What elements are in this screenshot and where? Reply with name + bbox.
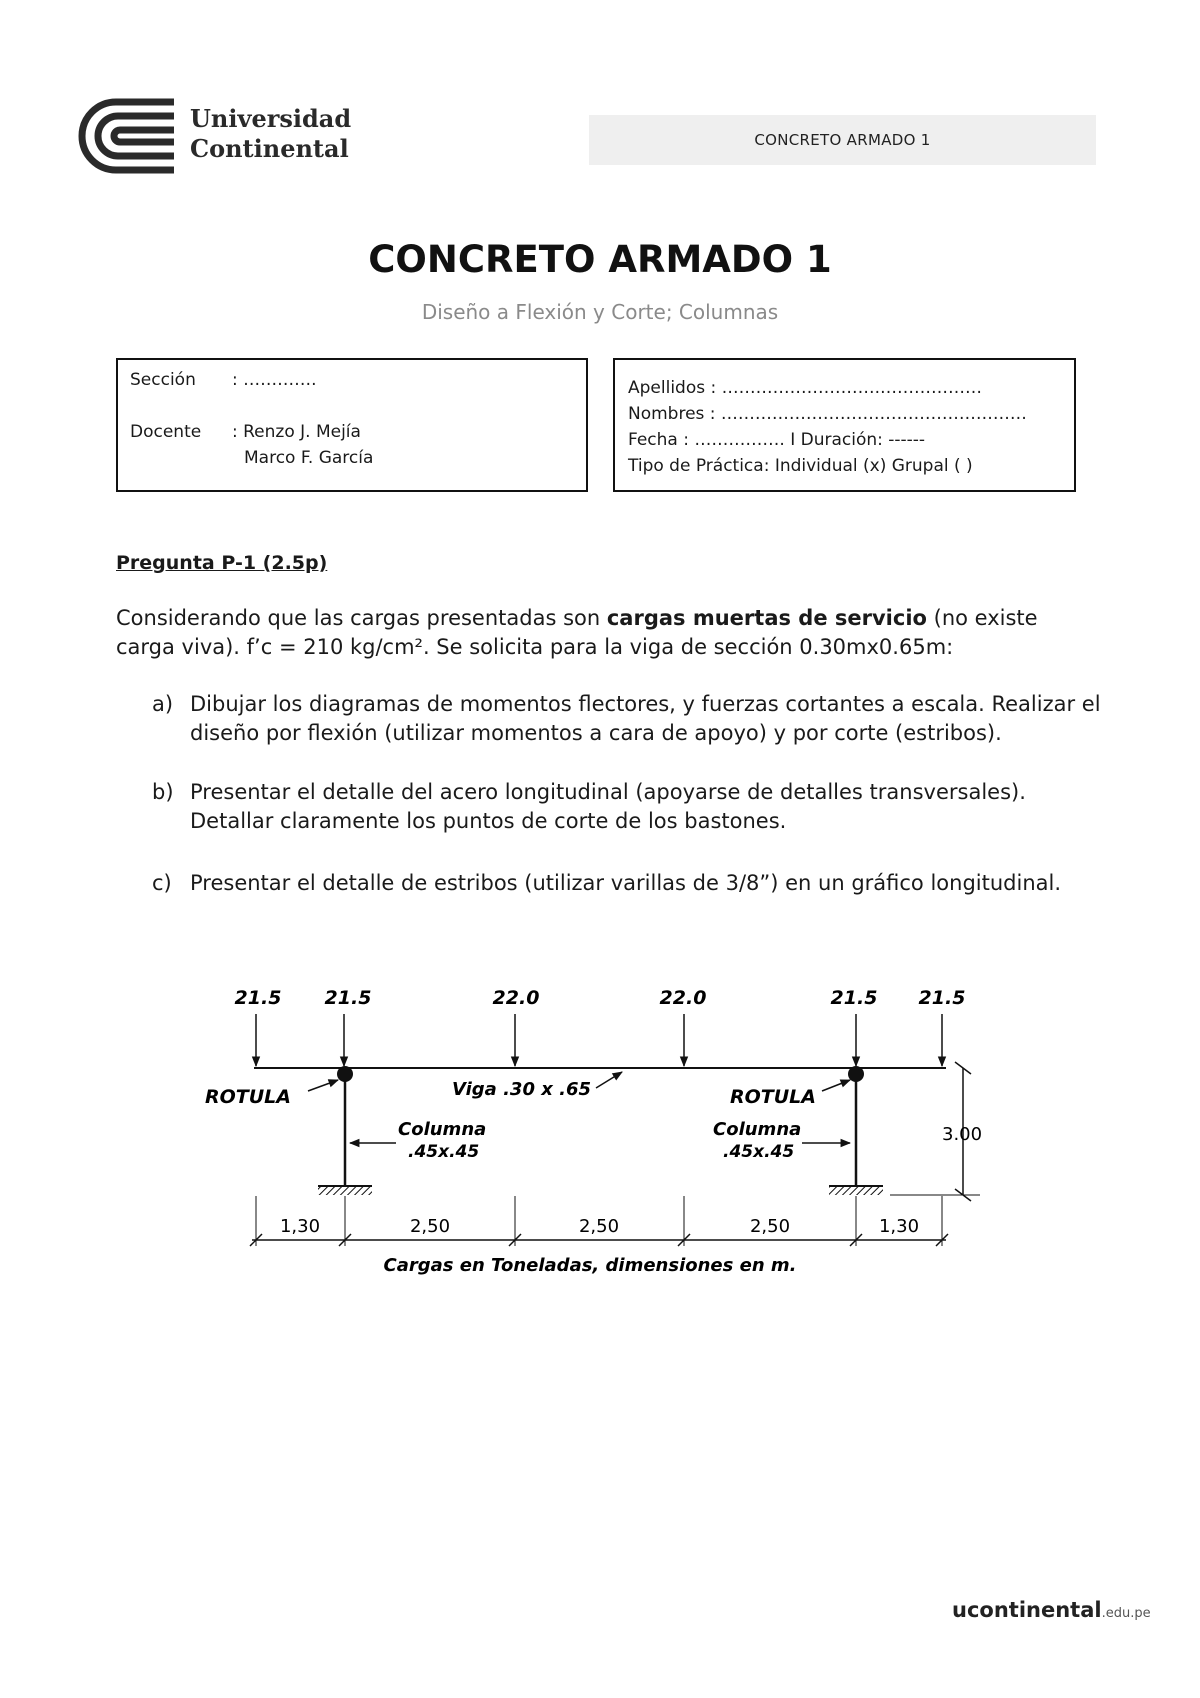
docente-label: Docente xyxy=(130,422,202,442)
nombres-field: Nombres : ……………………………………………… xyxy=(628,404,1027,424)
beam-pointer xyxy=(596,1072,622,1088)
logo-line-1: Universidad xyxy=(190,104,352,133)
tipo-practica-field: Tipo de Práctica: Individual (x) Grupal ( ) xyxy=(628,456,973,476)
beam-label: Viga .30 x .65 xyxy=(452,1079,591,1100)
load-label: 21.5 xyxy=(234,987,282,1009)
question-intro xyxy=(116,604,1096,662)
university-logo-icon xyxy=(76,96,176,176)
column-label-right: Columna xyxy=(713,1119,802,1140)
question-title: Pregunta P-1 (2.5p) xyxy=(116,552,328,574)
rotula-pointer-right xyxy=(822,1080,850,1091)
rotula-label-right: ROTULA xyxy=(730,1086,816,1108)
page-subtitle: Diseño a Flexión y Corte; Columnas xyxy=(421,300,779,324)
span-label: 2,50 xyxy=(749,1216,791,1237)
frame-diagram xyxy=(190,970,1020,1290)
span-label: 1,30 xyxy=(878,1216,920,1237)
load-label: 21.5 xyxy=(324,987,372,1009)
footer-brand-domain: .edu.pe xyxy=(1101,1606,1151,1621)
rotula-label-left: ROTULA xyxy=(205,1086,291,1108)
column-size-right: .45x.45 xyxy=(723,1142,795,1162)
height-label: 3.00 xyxy=(942,1124,983,1145)
column-label-left: Columna xyxy=(398,1119,487,1140)
list-marker: b) xyxy=(152,780,174,804)
intro-text-bold: cargas muertas de servicio xyxy=(606,606,927,630)
list-item xyxy=(116,690,1101,750)
university-logo xyxy=(76,96,356,176)
span-label: 2,50 xyxy=(578,1216,620,1237)
load-label: 21.5 xyxy=(830,987,878,1009)
load-label: 21.5 xyxy=(918,987,966,1009)
student-info-box xyxy=(613,358,1076,492)
docente-value-1: : Renzo J. Mejía xyxy=(232,422,361,442)
span-label: 1,30 xyxy=(279,1216,321,1237)
support-hatch-right xyxy=(829,1186,883,1195)
intro-text-end: (no existe carga viva). f’c = 210 kg/cm². Se solicita para la viga de sección 0.30mx0.65m: xyxy=(116,606,1038,659)
diagram-caption: Cargas en Toneladas, dimensiones en m. xyxy=(383,1255,797,1276)
list-item xyxy=(116,778,1096,838)
load-label: 22.0 xyxy=(492,987,540,1009)
page-title: CONCRETO ARMADO 1 xyxy=(368,238,832,281)
course-info-box xyxy=(116,358,588,492)
course-header-tag: CONCRETO ARMADO 1 xyxy=(589,115,1096,165)
fecha-duracion-field: Fecha : ……………. I Duración: ------ xyxy=(628,430,926,450)
seccion-label: Sección xyxy=(130,370,196,390)
column-size-left: .45x.45 xyxy=(408,1142,480,1162)
list-item-text: Presentar el detalle de estribos (utilizar varillas de 3/8”) en un gráfico longitudinal. xyxy=(190,871,1062,895)
list-item-text: Presentar el detalle del acero longitudinal (apoyarse de detalles transversales). Detallar claramente los puntos de corte de los bastones. xyxy=(190,780,1026,833)
support-hatch-left xyxy=(318,1186,372,1195)
seccion-value: : …………. xyxy=(232,370,317,390)
hinge-left xyxy=(337,1066,353,1082)
footer-brand-name: ucontinental xyxy=(952,1598,1102,1622)
list-item xyxy=(116,869,1096,899)
docente-value-2: Marco F. García xyxy=(244,448,374,468)
list-item-text: Dibujar los diagramas de momentos flectores, y fuerzas cortantes a escala. Realizar el diseño por flexión (utilizar momentos a cara de apoyo) y por corte (estribos). xyxy=(190,692,1101,745)
hinge-right xyxy=(848,1066,864,1082)
intro-text-start: Considerando que las cargas presentadas son xyxy=(116,606,607,630)
apellidos-field: Apellidos : ……………………….……………… xyxy=(628,378,983,398)
load-label: 22.0 xyxy=(659,987,707,1009)
list-marker: a) xyxy=(152,692,174,716)
footer-brand xyxy=(952,1598,1151,1622)
list-marker: c) xyxy=(152,871,172,895)
rotula-pointer-left xyxy=(308,1080,338,1091)
span-label: 2,50 xyxy=(409,1216,451,1237)
logo-line-2: Continental xyxy=(190,134,349,163)
